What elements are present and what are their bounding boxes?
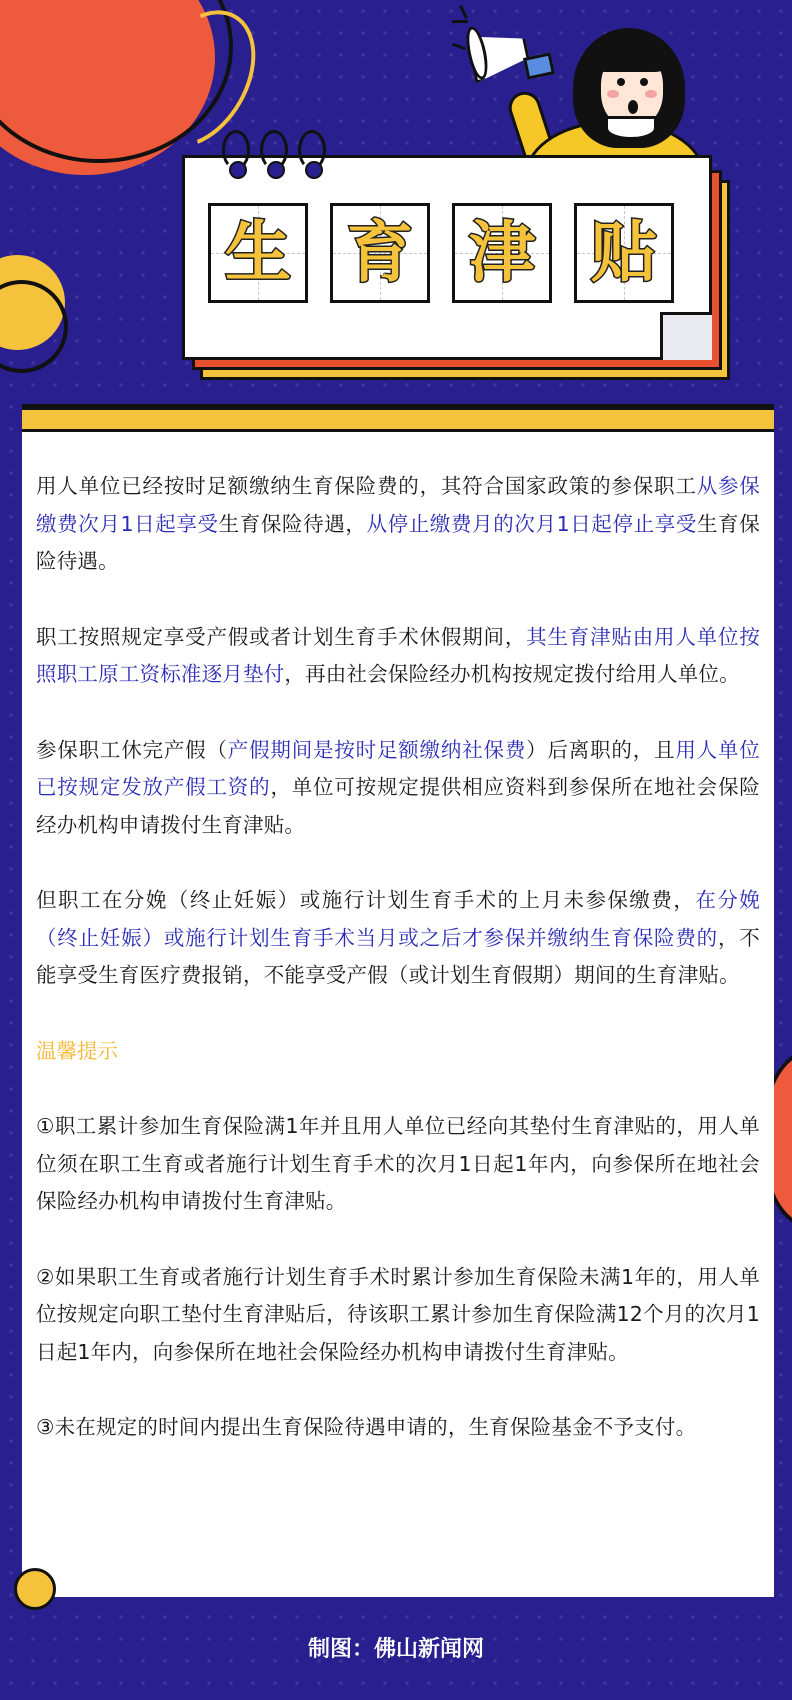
girl-cheek-left xyxy=(607,90,619,98)
page-fold-corner xyxy=(660,312,712,360)
paragraph-4 xyxy=(36,882,760,995)
text-segment: 但职工在分娩（终止妊娠）或施行计划生育手术的上月未参保缴费， xyxy=(36,888,696,912)
megaphone-handle xyxy=(523,52,555,79)
sound-line-icon xyxy=(452,20,468,23)
text-segment: 生育保险待遇， xyxy=(218,511,367,536)
text-segment: 职工按照规定享受产假或者计划生育手术休假期间， xyxy=(36,624,527,649)
text-segment: ）后离职的，且 xyxy=(526,737,676,762)
tip-item: ③未在规定的时间内提出生育保险待遇申请的，生育保险基金不予支付。 xyxy=(36,1415,697,1439)
panel-header-bar xyxy=(22,404,774,432)
text-segment: 用人单位已经按时足额缴纳生育保险费的，其符合国家政策的参保职工 xyxy=(36,474,697,498)
girl-bangs xyxy=(590,32,670,72)
content-panel xyxy=(22,432,774,1597)
binder-ring-icon xyxy=(260,130,288,170)
credit-footer: 制图：佛山新闻网 xyxy=(307,1637,484,1662)
highlight-segment: 从参保缴费次月1日起享受 xyxy=(36,474,760,536)
yellow-dot-decoration xyxy=(14,1568,56,1610)
paragraph-1 xyxy=(36,468,760,581)
text-segment: ，不能享受生育医疗费报销，不能享受产假（或计划生育假期）期间的生育津贴。 xyxy=(36,925,760,987)
paragraph-2 xyxy=(36,619,760,694)
girl-eye-right xyxy=(640,78,648,86)
paragraph-3 xyxy=(36,732,760,845)
highlight-segment: 其生育津贴由用人单位按照职工原工资标准逐月垫付 xyxy=(36,624,760,686)
highlight-segment: 在分娩（终止妊娠）或施行计划生育手术当月或之后才参保并缴纳生育保险费的 xyxy=(36,888,760,950)
sound-line-icon xyxy=(459,5,468,19)
binder-rings xyxy=(222,130,326,170)
title-char: 津 xyxy=(469,214,535,291)
title-char-box xyxy=(208,203,308,303)
title-char: 贴 xyxy=(591,214,657,291)
girl-cheek-right xyxy=(645,90,657,98)
tip-item: ②如果职工生育或者施行计划生育手术时累计参加生育保险未满1年的，用人单位按规定向职工垫付生育津贴后，待该职工累计参加生育保险满12个月的次月1日起1年内，向参保所在地社会保险经办机构申请拨付生育津贴。 xyxy=(36,1264,760,1364)
text-segment: ，单位可按规定提供相应资料到参保所在地社会保险经办机构申请拨付生育津贴。 xyxy=(36,775,760,837)
highlight-segment: 用人单位已按规定发放产假工资的 xyxy=(36,737,760,799)
title-char: 育 xyxy=(347,214,413,291)
title-char-box xyxy=(452,203,552,303)
title-char-box xyxy=(574,203,674,303)
highlight-segment: 从停止缴费月的次月1日起停止享受 xyxy=(366,511,698,536)
page-title xyxy=(208,203,674,303)
binder-ring-icon xyxy=(222,130,250,170)
highlight-segment: 产假期间是按时足额缴纳社保费 xyxy=(227,737,527,762)
title-char-box xyxy=(330,203,430,303)
text-segment: 生育保险待遇。 xyxy=(36,511,760,573)
text-segment: 参保职工休完产假（ xyxy=(36,737,228,762)
girl-eye-left xyxy=(617,78,625,86)
tips-heading: 温馨提示 xyxy=(36,1038,118,1063)
title-char: 生 xyxy=(225,214,291,291)
sound-line-icon xyxy=(452,43,466,51)
girl-collar xyxy=(605,116,657,140)
text-segment: ，再由社会保险经办机构按规定拨付给用人单位。 xyxy=(284,662,740,686)
binder-ring-icon xyxy=(298,130,326,170)
tip-item: ①职工累计参加生育保险满1年并且用人单位已经向其垫付生育津贴的，用人单位须在职工生育或者施行计划生育手术的次月1日起1年内，向参保所在地社会保险经办机构申请拨付生育津贴。 xyxy=(36,1114,760,1213)
girl-mouth xyxy=(628,100,638,114)
